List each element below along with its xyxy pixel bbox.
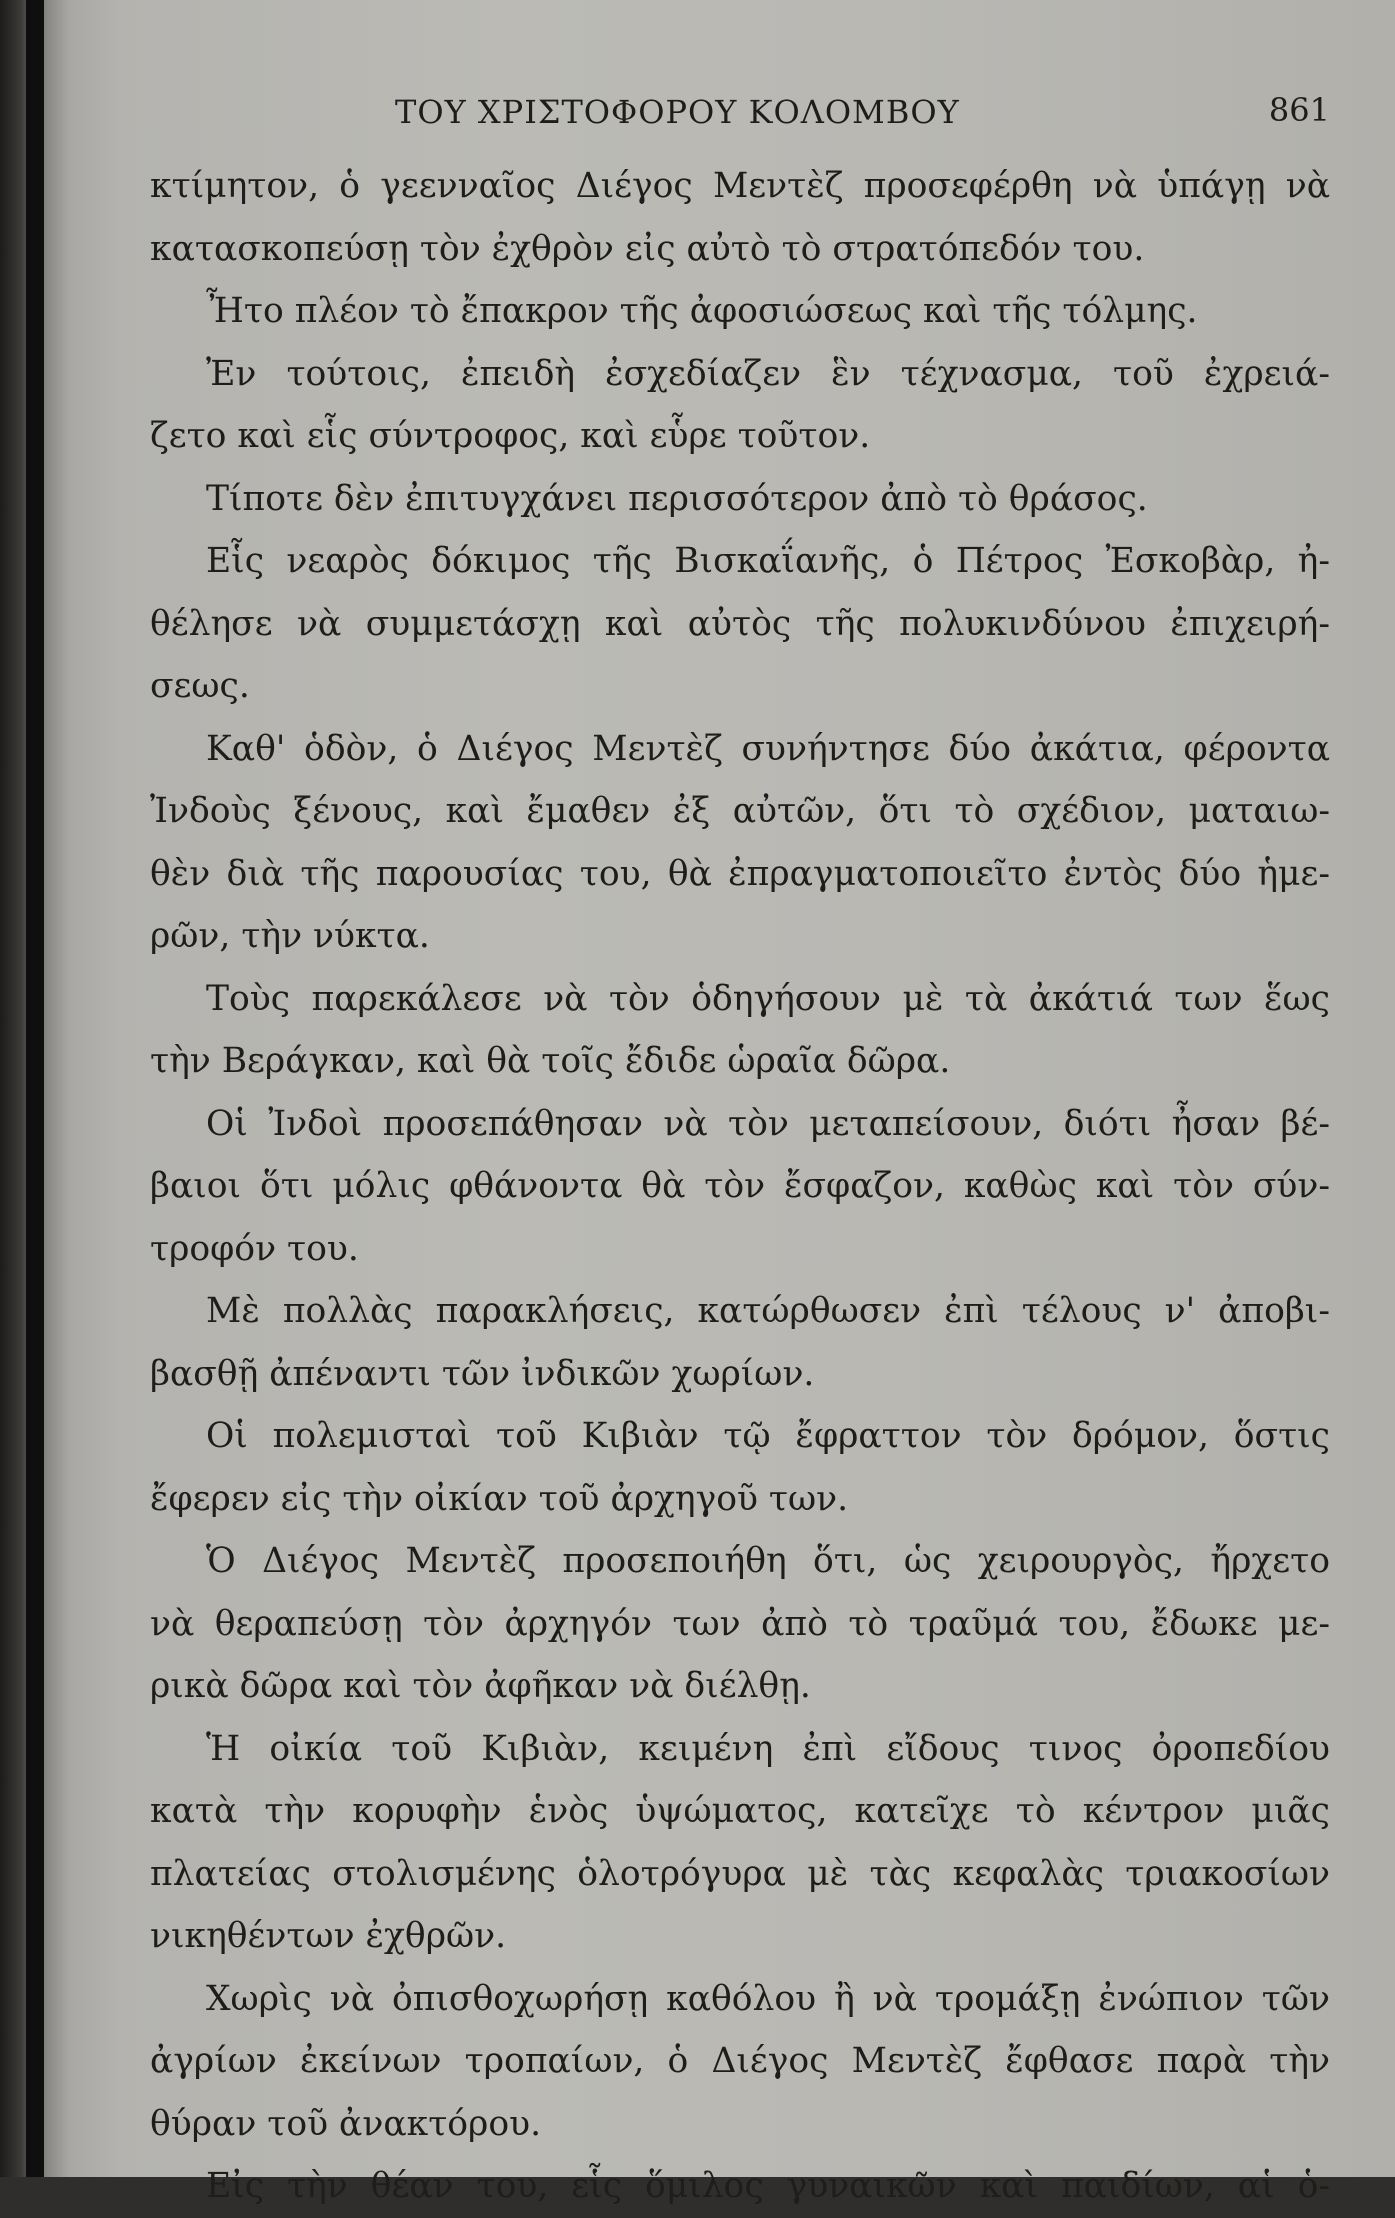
text-line: θύραν τοῦ ἀνακτόρου.: [150, 2103, 542, 2144]
text-line: ρῶν, τὴν νύκτα.: [150, 916, 430, 956]
text-line: τροφόν του.: [150, 1228, 359, 1269]
text-line: Τοὺς παρεκάλεσε νὰ τὸν ὁδηγήσουν μὲ τὰ ἀκάτιά των ἕως: [206, 978, 1330, 1019]
text-line: Ὁ Διέγος Μεντὲζ προσεποιήθη ὅτι, ὡς χειρουργὸς, ἤρχετο: [206, 1541, 1330, 1581]
book-page: [150, 85, 1330, 2206]
text-line: Οἱ Ἰνδοὶ προσεπάθησαν νὰ τὸν μεταπείσουν, διότι ἦσαν βέ-: [206, 1103, 1330, 1144]
text-line: νὰ θεραπεύσῃ τὸν ἀρχηγόν των ἀπὸ τὸ τραῦμά του, ἔδωκε με-: [150, 1603, 1330, 1644]
text-line: Ἐν τούτοις, ἐπειδὴ ἐσχεδίαζεν ἓν τέχνασμα, τοῦ ἐχρειά-: [206, 353, 1330, 394]
text-line: Καθ' ὁδὸν, ὁ Διέγος Μεντὲζ συνήντησε δύο ἀκάτια, φέροντα: [206, 728, 1330, 769]
text-line: νικηθέντων ἐχθρῶν.: [150, 1916, 507, 1956]
text-line: σεως.: [150, 666, 250, 706]
text-line: ἔφερεν εἰς τὴν οἰκίαν τοῦ ἀρχηγοῦ των.: [150, 1478, 849, 1519]
page-number: 861: [1268, 91, 1330, 129]
book-gutter: [26, 0, 44, 2177]
page-header: [150, 85, 1330, 145]
text-line: πλατείας στολισμένης ὁλοτρόγυρα μὲ τὰς κεφαλὰς τριακοσίων: [150, 1853, 1330, 1894]
text-line: Εἰς τὴν θέαν του, εἷς ὅμιλος γυναικῶν καὶ παιδίων, αἱ ὁ-: [206, 2166, 1330, 2206]
text-line: Χωρὶς νὰ ὀπισθοχωρήσῃ καθόλου ἢ νὰ τρομάξῃ ἐνώπιον τῶν: [206, 1978, 1330, 2019]
text-line: κατασκοπεύσῃ τὸν ἐχθρὸν εἰς αὐτὸ τὸ στρατόπεδόν του.: [150, 228, 1145, 269]
text-line: βασθῇ ἀπέναντι τῶν ἰνδικῶν χωρίων.: [150, 1353, 815, 1394]
text-line: κτίμητον, ὁ γεενναῖος Διέγος Μεντὲζ προσεφέρθη νὰ ὑπάγῃ νὰ: [150, 166, 1330, 206]
text-line: ἀγρίων ἐκείνων τροπαίων, ὁ Διέγος Μεντὲζ ἔφθασε παρὰ τὴν: [150, 2041, 1330, 2081]
text-line: τὴν Βεράγκαν, καὶ θὰ τοῖς ἔδιδε ὡραῖα δῶρα.: [150, 1041, 951, 1081]
text-line: Τίποτε δὲν ἐπιτυγχάνει περισσότερον ἀπὸ τὸ θράσος.: [206, 478, 1148, 519]
text-line: ρικὰ δῶρα καὶ τὸν ἀφῆκαν νὰ διέλθῃ.: [150, 1666, 811, 1706]
text-line: Οἱ πολεμισταὶ τοῦ Κιβιὰν τῷ ἔφραττον τὸν δρόμον, ὅστις: [206, 1416, 1330, 1456]
text-line: Ἰνδοὺς ξένους, καὶ ἔμαθεν ἐξ αὐτῶν, ὅτι τὸ σχέδιον, ματαιω-: [150, 791, 1330, 831]
text-line: θέλησε νὰ συμμετάσχῃ καὶ αὐτὸς τῆς πολυκινδύνου ἐπιχειρή-: [150, 603, 1330, 644]
text-line: Εἷς νεαρὸς δόκιμος τῆς Βισκαΐανῆς, ὁ Πέτρος Ἐσκοβὰρ, ἠ-: [206, 541, 1330, 581]
text-line: κατὰ τὴν κορυφὴν ἑνὸς ὑψώματος, κατεῖχε τὸ κέντρον μιᾶς: [150, 1791, 1330, 1831]
text-line: Ἦτο πλέον τὸ ἔπακρον τῆς ἀφοσιώσεως καὶ τῆς τόλμης.: [206, 291, 1198, 331]
running-title: ΤΟΥ ΧΡΙΣΤΟΦΟΡΟΥ ΚΟΛΟΜΒΟΥ: [395, 93, 960, 131]
text-line: θὲν διὰ τῆς παρουσίας του, θὰ ἐπραγματοποιεῖτο ἐντὸς δύο ἡμε-: [150, 853, 1330, 894]
page-body: [150, 155, 1330, 2218]
text-line: Μὲ πολλὰς παρακλήσεις, κατώρθωσεν ἐπὶ τέλους ν' ἀποβι-: [206, 1291, 1330, 1331]
text-line: Ἡ οἰκία τοῦ Κιβιὰν, κειμένη ἐπὶ εἴδους τινος ὀροπεδίου: [206, 1728, 1330, 1769]
text-line: βαιοι ὅτι μόλις φθάνοντα θὰ τὸν ἔσφαζον, καθὼς καὶ τὸν σύν-: [150, 1166, 1330, 1206]
text-line: ζετο καὶ εἷς σύντροφος, καὶ εὗρε τοῦτον.: [150, 416, 871, 456]
